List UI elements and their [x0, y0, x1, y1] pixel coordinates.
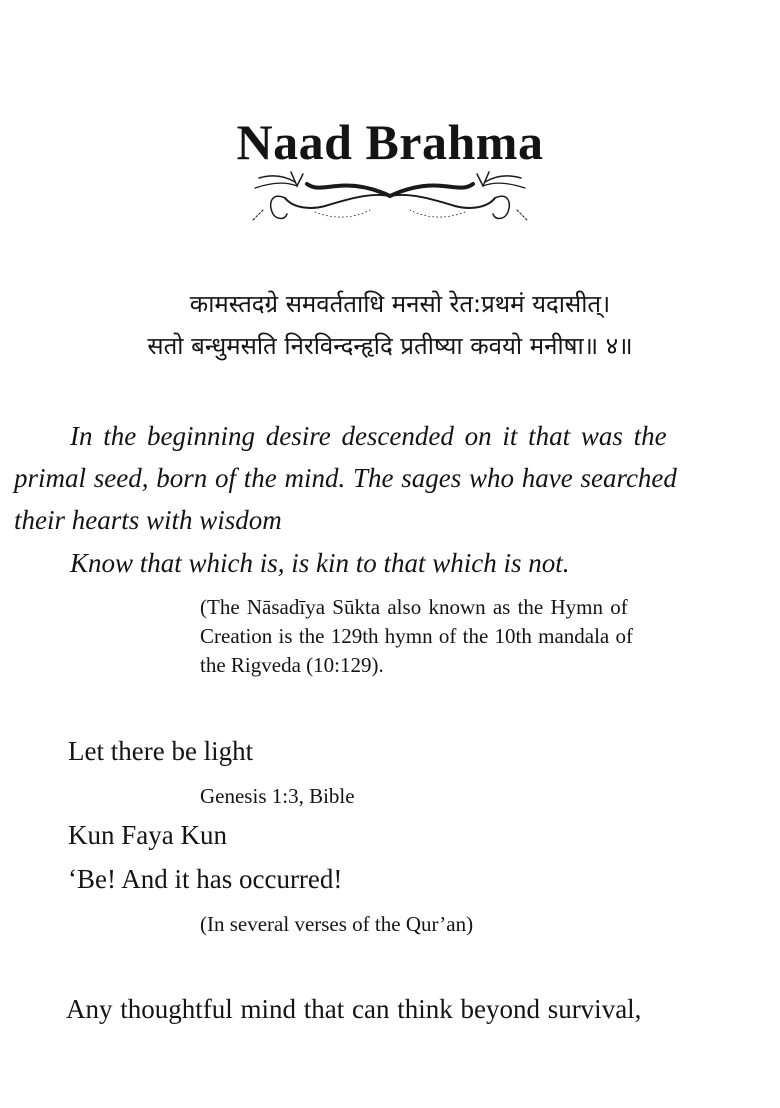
translation-line: primal seed, born of the mind. The sages who have searched	[14, 463, 677, 493]
sanskrit-verse-line: कामस्तदग्रे समवर्तताधि मनसो रेत:प्रथमं यदासीत्।	[189, 290, 611, 318]
body-paragraph: Any thoughtful mind that can think beyond survival,	[66, 994, 642, 1024]
sanskrit-verse-line: सतो बन्धुमसति निरविन्दन्हृदि प्रतीष्या कवयो मनीषा॥ ४॥	[147, 332, 633, 360]
decorative-flourish-icon	[245, 162, 535, 232]
quote-line: Let there be light	[68, 736, 254, 766]
page-title: Naad Brahma	[236, 113, 544, 170]
quote-citation: Genesis 1:3, Bible	[200, 784, 355, 808]
translation-line: their hearts with wisdom	[14, 505, 282, 535]
source-note-line: Creation is the 129th hymn of the 10th mandala of	[200, 624, 633, 648]
quote-line: ‘Be! And it has occurred!	[68, 864, 343, 894]
quote-citation: (In several verses of the Qur’an)	[200, 912, 474, 936]
source-note-line: (The Nāsadīya Sūkta also known as the Hymn of	[200, 595, 628, 619]
translation-line: In the beginning desire descended on it that was the	[70, 421, 667, 451]
source-note-line: the Rigveda (10:129).	[200, 653, 384, 677]
translation-line: Know that which is, is kin to that which is not.	[70, 548, 570, 578]
quote-line: Kun Faya Kun	[68, 820, 227, 850]
